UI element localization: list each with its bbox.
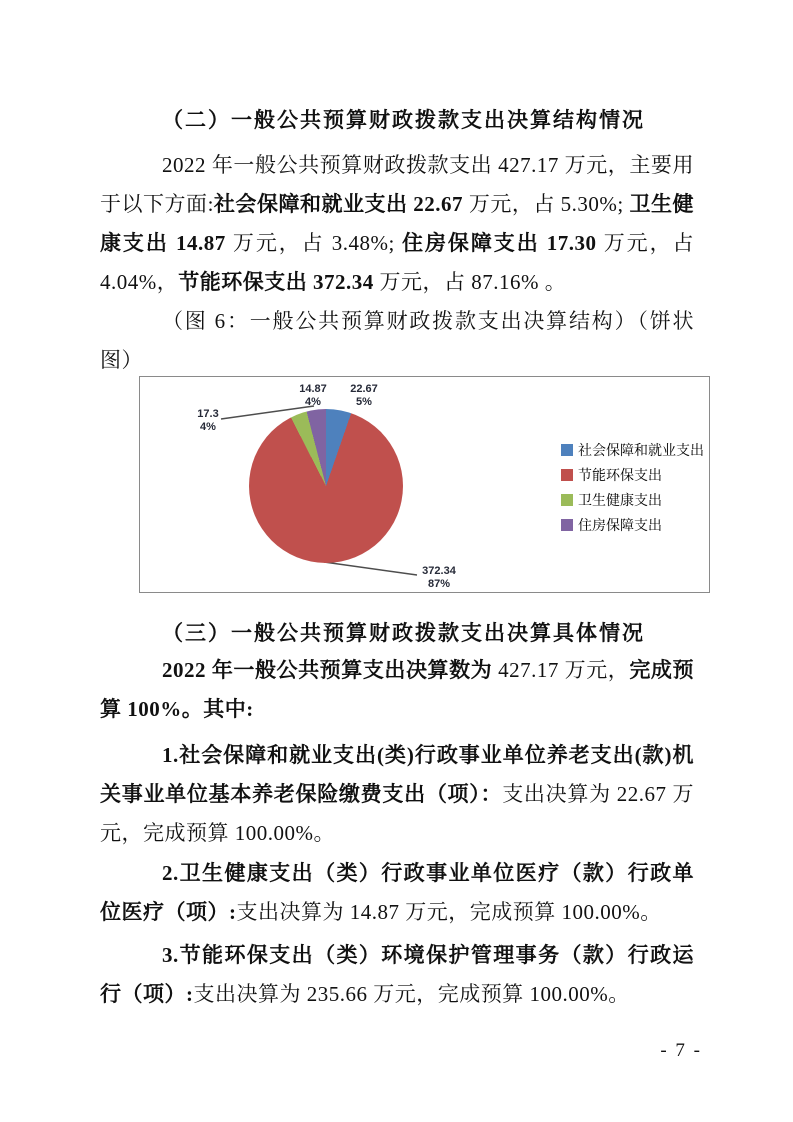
text-run: 2022 年一般公共预算财政拨款支出 427.17 万元，主要用于以下方面: <box>100 153 694 216</box>
pie <box>249 409 403 563</box>
pie-label-value: 17.3 <box>197 408 219 420</box>
paragraph-item-3 <box>100 936 694 1014</box>
pie-label-pct: 4% <box>200 421 216 433</box>
pie-label-pct: 87% <box>427 578 451 590</box>
page-number: - 7 - <box>660 1040 702 1061</box>
pie-label-pct: 5% <box>356 396 372 408</box>
pie-label-pct: 4% <box>305 396 321 408</box>
text-run: 支出决算为 14.87 万元，完成预算 100.00%。 <box>236 900 662 924</box>
text-run: 支出决算为 22.67 万元，完成预算 100.00%。 <box>100 782 695 845</box>
pie-label-health <box>285 383 341 409</box>
text-run: 2.卫生健康支出（类）行政事业单位医疗（款）行政单位医疗（项）: <box>100 861 694 924</box>
text-run: 住房保障支出 17.30 <box>402 231 597 255</box>
text-run: 427.17 万元， <box>492 658 630 682</box>
leader-line-red <box>324 562 417 575</box>
pie-label-social-security <box>336 383 392 409</box>
legend-item <box>561 462 704 487</box>
legend-label: 住房保障支出 <box>578 516 662 533</box>
section-heading-2: （二）一般公共预算财政拨款支出决算结构情况 <box>162 108 645 132</box>
legend-item <box>561 512 704 537</box>
legend-swatch-icon <box>561 519 573 531</box>
legend-swatch-icon <box>561 444 573 456</box>
paragraph-item-1 <box>100 736 694 853</box>
legend-label: 社会保障和就业支出 <box>578 441 704 458</box>
legend-swatch-icon <box>561 469 573 481</box>
paragraph-expenditure-structure <box>100 146 694 302</box>
legend-label: 节能环保支出 <box>578 466 662 483</box>
pie-label-value: 372.34 <box>422 565 456 577</box>
text-run: 3.节能环保支出（类）环境保护管理事务（款）行政运行（项）: <box>100 943 694 1006</box>
legend-swatch-icon <box>561 494 573 506</box>
paragraph-total-expenditure <box>100 651 694 729</box>
chart-legend <box>561 437 704 537</box>
pie-label-value: 22.67 <box>350 383 378 395</box>
pie-label-value: 14.87 <box>299 383 327 395</box>
text-run: 万元，占 5.30%; <box>463 192 630 216</box>
figure-caption: （图 6：一般公共预算财政拨款支出决算结构）（饼状图） <box>100 309 694 372</box>
text-run: 2022 年一般公共预算支出决算数为 <box>162 658 493 682</box>
section-heading-3: （三）一般公共预算财政拨款支出决算具体情况 <box>162 621 645 645</box>
legend-item <box>561 437 704 462</box>
text-run: 节能环保支出 372.34 <box>178 270 374 294</box>
text-run: 完成预算 100%。其中: <box>100 658 695 721</box>
text-run: 万元，占 3.48%; <box>225 231 403 255</box>
pie-label-housing <box>180 408 236 434</box>
text-run: 万元，占 4.04%， <box>100 231 695 294</box>
text-run: 万元，占 87.16% 。 <box>373 270 567 294</box>
text-run: 1.社会保障和就业支出(类)行政事业单位养老支出(款)机关事业单位基本养老保险缴费支出（项）： <box>100 743 694 806</box>
legend-label: 卫生健康支出 <box>578 491 662 508</box>
pie-label-energy-conservation <box>411 565 467 591</box>
paragraph-item-2 <box>100 854 694 932</box>
text-run: 支出决算为 235.66 万元，完成预算 100.00%。 <box>193 982 630 1006</box>
pie-chart-figure <box>139 376 710 593</box>
text-run: 卫生健康支出 14.87 <box>100 192 695 255</box>
legend-item <box>561 487 704 512</box>
text-run: 社会保障和就业支出 22.67 <box>213 192 464 216</box>
